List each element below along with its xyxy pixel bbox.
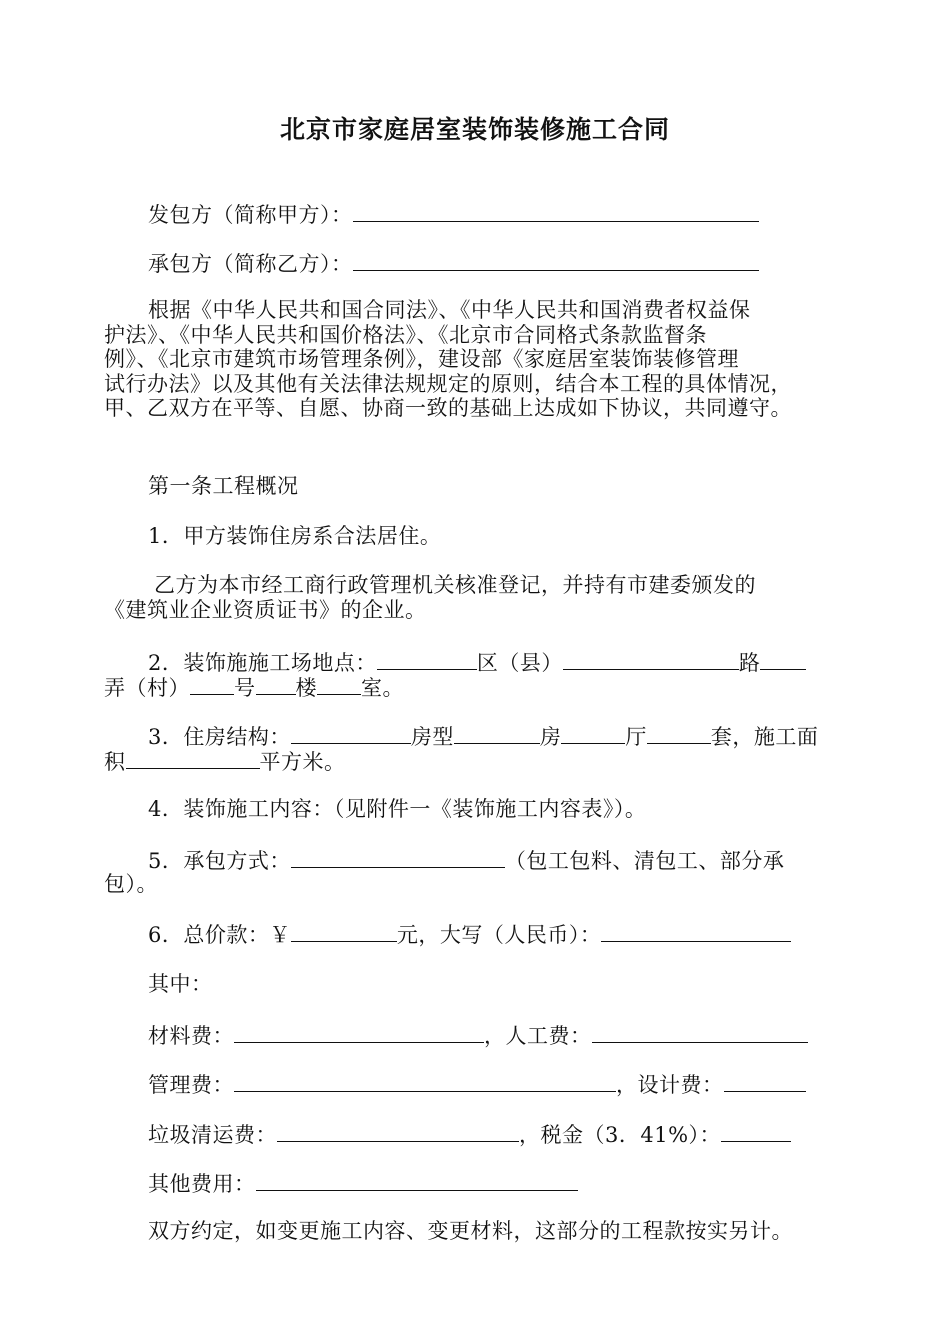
area-prefix: 积 xyxy=(104,750,126,774)
material-fee-label: 材料费： xyxy=(148,1024,234,1048)
district-label: 区（县） xyxy=(476,651,563,675)
garbage-fee-label: 垃圾清运费： xyxy=(148,1123,277,1147)
units-label: 套，施工面 xyxy=(710,725,819,749)
garbage-fee-field[interactable] xyxy=(277,1121,519,1142)
item-1: 1．甲方装饰住房系合法居住。 xyxy=(148,524,442,548)
contract-method-field[interactable] xyxy=(291,847,505,868)
area-field[interactable] xyxy=(126,748,260,769)
preamble-line: 护法》、《中华人民共和国价格法》、《北京市合同格式条款监督条 xyxy=(104,322,707,347)
item-2-line-2 xyxy=(104,674,854,700)
lane-label: 弄（村） xyxy=(104,676,190,700)
total-price-label: 6．总价款：￥ xyxy=(148,923,291,947)
contract-method-options: （包工包料、清包工、部分承 xyxy=(504,849,785,873)
item-2-label: 2．装饰施施工场地点： xyxy=(148,651,377,675)
total-price-words-field[interactable] xyxy=(601,921,791,942)
preamble-line: 试行办法》以及其他有关法律法规规定的原则，结合本工程的具体情况， xyxy=(104,371,792,396)
variation-agreement: 双方约定，如变更施工内容、变更材料，这部分的工程款按实另计。 xyxy=(148,1219,793,1243)
road-label: 路 xyxy=(738,651,761,675)
party-b-label: 承包方（简称乙方）： xyxy=(148,252,353,276)
district-field[interactable] xyxy=(377,649,477,670)
item-5-label: 5．承包方式： xyxy=(148,849,291,873)
fees-row-1 xyxy=(148,1022,898,1048)
labor-fee-field[interactable] xyxy=(592,1022,808,1043)
preamble-line: 甲、乙双方在平等、自愿、协商一致的基础上达成如下协议，共同遵守。 xyxy=(104,396,792,420)
among-label: 其中： xyxy=(148,972,213,996)
party-a-label: 发包方（简称甲方）： xyxy=(148,203,353,227)
party-a-field[interactable] xyxy=(353,201,759,222)
total-price-yuan: 元，大写（人民币）： xyxy=(396,923,602,947)
lane-field[interactable] xyxy=(190,674,234,695)
number-label: 号 xyxy=(234,676,256,700)
other-fee-label: 其他费用： xyxy=(148,1172,256,1196)
tax-label: ，税金（3．41%）： xyxy=(519,1123,722,1147)
halls-field[interactable] xyxy=(647,723,711,744)
rooms-label: 房 xyxy=(539,725,562,749)
preamble-line: 例》、《北京市建筑市场管理条例》，建设部《家庭居室装饰装修管理 xyxy=(104,347,739,371)
fees-row-4 xyxy=(148,1170,898,1196)
preamble-line: 根据《中华人民共和国合同法》、《中华人民共和国消费者权益保 xyxy=(148,298,751,322)
road-field[interactable] xyxy=(760,649,806,670)
item-2-line-1 xyxy=(148,649,898,675)
item-1-cont-line: 乙方为本市经工商行政管理机关核准登记，并持有市建委颁发的 xyxy=(154,573,756,597)
tax-field[interactable] xyxy=(721,1121,791,1142)
total-price-field[interactable] xyxy=(291,921,397,942)
building-label: 楼 xyxy=(295,676,317,700)
house-type-label: 房型 xyxy=(410,725,454,749)
number-field[interactable] xyxy=(256,674,296,695)
rooms-field[interactable] xyxy=(561,723,625,744)
material-fee-field[interactable] xyxy=(234,1022,484,1043)
item-6 xyxy=(148,921,898,947)
fees-row-2 xyxy=(148,1071,898,1097)
party-a-line xyxy=(148,201,898,227)
other-fee-field[interactable] xyxy=(256,1170,578,1191)
item-4: 4．装饰施工内容：（见附件一《装饰施工内容表》）。 xyxy=(148,797,647,821)
management-fee-field[interactable] xyxy=(234,1071,616,1092)
labor-fee-label: ，人工费： xyxy=(484,1024,592,1048)
county-field[interactable] xyxy=(563,649,739,670)
room-label: 室。 xyxy=(361,676,404,700)
building-field[interactable] xyxy=(317,674,361,695)
item-1-cont-line: 《建筑业企业资质证书》的企业。 xyxy=(104,597,427,622)
article-1-heading: 第一条工程概况 xyxy=(148,474,299,498)
item-5-line-1 xyxy=(148,847,898,873)
preamble-paragraph xyxy=(104,298,854,421)
item-3-label: 3．住房结构： xyxy=(148,725,291,749)
management-fee-label: 管理费： xyxy=(148,1073,234,1097)
item-1-continuation xyxy=(104,573,854,622)
structure-field[interactable] xyxy=(291,723,411,744)
item-3-line-1 xyxy=(148,723,898,749)
design-fee-field[interactable] xyxy=(724,1071,806,1092)
design-fee-label: ，设计费： xyxy=(616,1073,724,1097)
item-5-line-2: 包）。 xyxy=(104,872,158,896)
contract-title: 北京市家庭居室装饰装修施工合同 xyxy=(279,115,670,144)
item-3-line-2 xyxy=(104,748,854,774)
area-unit: 平方米。 xyxy=(259,750,346,774)
party-b-field[interactable] xyxy=(353,250,759,271)
fees-row-3 xyxy=(148,1121,898,1147)
halls-label: 厅 xyxy=(625,725,647,749)
party-b-line xyxy=(148,250,898,276)
house-type-field[interactable] xyxy=(454,723,540,744)
